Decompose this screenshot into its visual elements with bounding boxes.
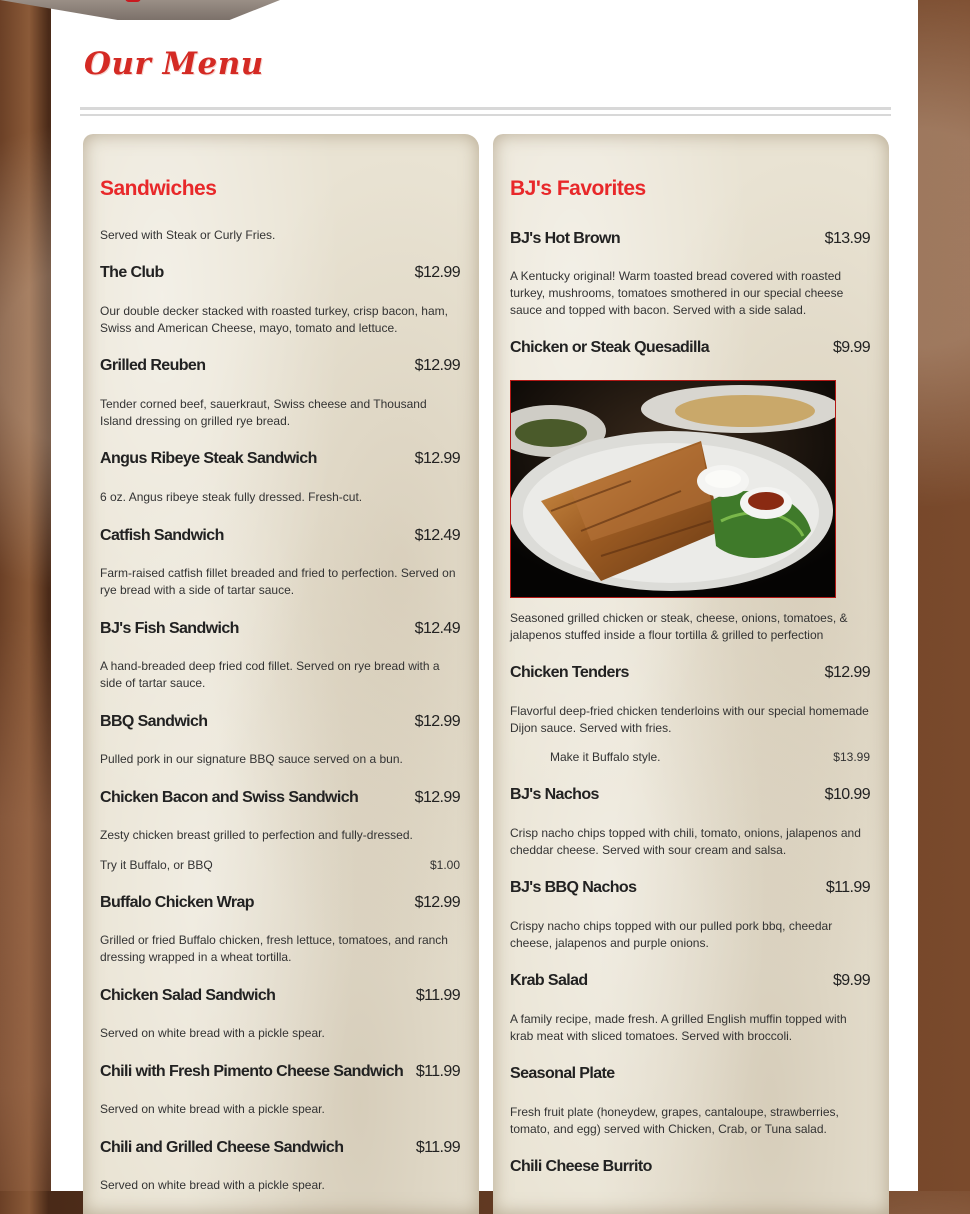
item-name: Angus Ribeye Steak Sandwich: [100, 450, 317, 467]
item-price: $12.99: [414, 264, 460, 281]
favorites-panel: [493, 134, 889, 1214]
item-description: Served on white bread with a pickle spear.: [100, 1026, 325, 1040]
item-price: $9.99: [832, 339, 870, 356]
item-name: BJ's BBQ Nachos: [510, 879, 637, 896]
item-name: BJ's Hot Brown: [510, 230, 621, 247]
item-price: $12.99: [414, 789, 460, 806]
item-name: BJ's Fish Sandwich: [100, 620, 239, 637]
menu-item-chili-pimento: [100, 1060, 460, 1084]
sandwiches-panel: [83, 134, 479, 1214]
item-price: $12.99: [414, 450, 460, 467]
item-description: Crisp nacho chips topped with chili, tomato, onions, jalapenos and cheddar cheese. Served with sour cream and salsa.: [510, 826, 861, 857]
menu-item-catfish: [100, 524, 460, 548]
item-name: BJ's Nachos: [510, 786, 599, 803]
item-description: Served on white bread with a pickle spear.: [100, 1102, 325, 1116]
item-addon: [550, 748, 870, 765]
item-name: Krab Salad: [510, 972, 588, 989]
item-price: $11.99: [415, 1139, 460, 1156]
item-name: Buffalo Chicken Wrap: [100, 894, 254, 911]
menu-item-bjs-fish: [100, 617, 460, 641]
nav-tab-accent: [125, 0, 141, 2]
item-price: $12.99: [414, 357, 460, 374]
menu-item-grilled-reuben: [100, 354, 460, 378]
item-description: Pulled pork in our signature BBQ sauce served on a bun.: [100, 752, 403, 766]
item-description: A Kentucky original! Warm toasted bread covered with roasted turkey, mushrooms, tomatoes smothered in our special cheese sauce and topped with bacon. Served with a side salad.: [510, 269, 844, 317]
item-price: $13.99: [824, 230, 870, 247]
item-description: Seasoned grilled chicken or steak, cheese, onions, tomatoes, & jalapenos stuffed inside a flour tortilla & grilled to perfection: [510, 611, 848, 642]
section-title-sandwiches: Sandwiches: [100, 177, 217, 200]
item-description: Crispy nacho chips topped with our pulled pork bbq, cheedar cheese, jalapenos and purple onions.: [510, 919, 833, 950]
item-name: Chili with Fresh Pimento Cheese Sandwich: [100, 1063, 404, 1080]
item-price: $12.99: [414, 894, 460, 911]
item-name: The Club: [100, 264, 164, 281]
item-name: Catfish Sandwich: [100, 527, 224, 544]
item-name: Chicken Tenders: [510, 664, 629, 681]
item-price: $10.99: [824, 786, 870, 803]
item-description: A hand-breaded deep fried cod fillet. Served on rye bread with a side of tartar sauce.: [100, 659, 440, 690]
item-name: Chicken Bacon and Swiss Sandwich: [100, 789, 359, 806]
addon-label: Try it Buffalo, or BBQ: [100, 857, 213, 872]
item-description: Farm-raised catfish fillet breaded and fried to perfection. Served on rye bread with a side of tartar sauce.: [100, 566, 456, 597]
menu-item-chicken-salad-sandwich: [100, 984, 460, 1008]
menu-item-the-club: [100, 261, 460, 285]
item-name: Chili and Grilled Cheese Sandwich: [100, 1139, 344, 1156]
menu-item-chili-grilled-cheese: [100, 1136, 460, 1160]
item-price: $12.49: [414, 527, 460, 544]
menu-item-chicken-tenders: [510, 661, 870, 685]
addon-price: $13.99: [833, 749, 870, 764]
item-name: Chili Cheese Burrito: [510, 1158, 652, 1175]
item-name: BBQ Sandwich: [100, 713, 208, 730]
item-price: $12.99: [824, 664, 870, 681]
menu-item-chili-cheese-burrito: [510, 1155, 870, 1179]
menu-item-bbq-nachos: [510, 876, 870, 900]
item-price: $11.99: [415, 987, 460, 1004]
item-description: 6 oz. Angus ribeye steak fully dressed. Fresh-cut.: [100, 490, 363, 504]
item-addon: [100, 856, 460, 873]
item-description: A family recipe, made fresh. A grilled English muffin topped with krab meat with sliced tomatoes. Served with broccoli.: [510, 1012, 847, 1043]
title-divider: [80, 107, 891, 116]
menu-item-krab-salad: [510, 969, 870, 993]
menu-item-seasonal-plate: [510, 1062, 870, 1086]
menu-item-chicken-bacon-swiss: [100, 786, 460, 810]
item-description: Grilled or fried Buffalo chicken, fresh lettuce, tomatoes, and ranch dressing wrapped in a wheat tortilla.: [100, 933, 448, 964]
addon-label: Make it Buffalo style.: [550, 749, 661, 764]
menu-item-angus-ribeye: [100, 447, 460, 471]
item-price: $11.99: [825, 879, 870, 896]
menu-item-hot-brown: [510, 227, 870, 251]
section-title-favorites: BJ's Favorites: [510, 177, 646, 200]
sandwiches-intro: Served with Steak or Curly Fries.: [100, 228, 276, 242]
item-price: $12.99: [414, 713, 460, 730]
addon-price: $1.00: [429, 857, 460, 872]
menu-item-bjs-nachos: [510, 783, 870, 807]
menu-item-buffalo-chicken-wrap: [100, 891, 460, 915]
item-name: Chicken Salad Sandwich: [100, 987, 276, 1004]
item-name: Grilled Reuben: [100, 357, 206, 374]
page-title: Our Menu: [84, 46, 264, 82]
item-name: Seasonal Plate: [510, 1065, 615, 1082]
menu-item-bbq-sandwich: [100, 710, 460, 734]
item-description: Zesty chicken breast grilled to perfection and fully-dressed.: [100, 828, 413, 842]
menu-item-quesadilla: [510, 336, 870, 360]
item-description: Flavorful deep-fried chicken tenderloins with our special homemade Dijon sauce. Served with fries.: [510, 704, 869, 735]
item-description: Tender corned beef, sauerkraut, Swiss cheese and Thousand Island dressing on grilled rye bread.: [100, 397, 427, 428]
item-price: $11.99: [415, 1063, 460, 1080]
nav-tab[interactable]: [0, 0, 280, 20]
item-description: Our double decker stacked with roasted turkey, crisp bacon, ham, Swiss and American Cheese, mayo, tomato and lettuce.: [100, 304, 448, 335]
quesadilla-photo: [510, 380, 836, 598]
item-description: Served on white bread with a pickle spear.: [100, 1178, 325, 1192]
item-name: Chicken or Steak Quesadilla: [510, 339, 709, 356]
item-price: $9.99: [832, 972, 870, 989]
item-price: $12.49: [414, 620, 460, 637]
item-description: Fresh fruit plate (honeydew, grapes, cantaloupe, strawberries, tomato, and egg) served with Chicken, Crab, or Tuna salad.: [510, 1105, 839, 1136]
